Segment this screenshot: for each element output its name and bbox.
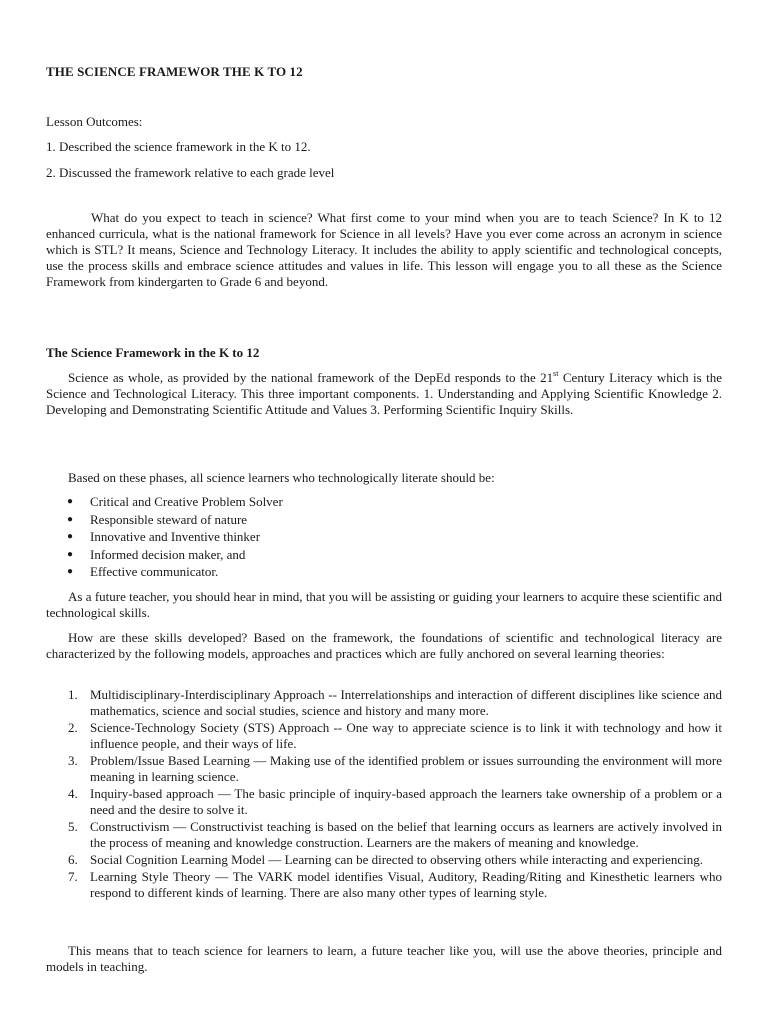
superscript-st: st (553, 369, 559, 378)
outcome-2: 2. Discussed the framework relative to each grade level (46, 165, 335, 180)
list-item: 5. Constructivism — Constructivist teaching is based on the belief that learning occurs as learners are actively involved in the process of meaning and knowledge construction. Learners are the makers of meaning and knowledge. (68, 819, 722, 850)
list-item: ● Effective communicator. (67, 564, 219, 579)
list-item: 2. Science-Technology Society (STS) Approach -- One way to appreciate science is to link it with technology and how it influence people, and their ways of life. (68, 720, 722, 751)
list-item: ● Responsible steward of nature (67, 511, 248, 527)
science-paragraph-part-a: Science as whole, as provided by the national framework of the DepEd responds to the 21 (68, 370, 554, 385)
list-item: ● Informed decision maker, and (67, 546, 246, 562)
list-item: 4. Inquiry-based approach — The basic principle of inquiry-based approach the learners take ownership of a problem or a need and the desire to solve it. (68, 786, 722, 817)
list-item: 1. Multidisciplinary-Interdisciplinary Approach -- Interrelationships and interaction of different disciplines like science and mathematics, science and social studies, science and history and many more. (68, 687, 722, 718)
outcome-1: 1. Described the science framework in the K to 12. (46, 139, 311, 154)
how-developed-paragraph: How are these skills developed? Based on the framework, the foundations of scientific and technological literacy are characterized by the following models, approaches and practices which are fully anchored on several learning theories: (46, 630, 722, 661)
bullet-icon: ● (67, 566, 74, 577)
bullet-icon: ● (67, 513, 74, 525)
list-item: 7. Learning Style Theory — The VARK model identifies Visual, Auditory, Reading/Riting and Kinesthetic learners who respond to different kinds of learning. There are also many other types of learning style. (68, 869, 722, 900)
list-item: 3. Problem/Issue Based Learning — Making use of the identified problem or issues surrounding the environment will more meaning in learning science. (68, 753, 722, 784)
bullet-icon: ● (67, 531, 74, 542)
based-on-paragraph: Based on these phases, all science learners who technologically literate should be: (68, 470, 495, 485)
intro-paragraph: What do you expect to teach in science? What first come to your mind when you are to teach Science? In K to 12 enhanced curricula, what is the national framework for Science in all levels? Have you ever come across an acronym in science which is STL? It means, Science and Technology Literacy. It includes the ability to apply scientific and technological concepts, use the process skills and embrace science attitudes and values in life. This lesson will engage you to all these as the Science Framework from kindergarten to Grade 6 and beyond. (46, 210, 722, 289)
future-teacher-paragraph: As a future teacher, you should hear in mind, that you will be assisting or guiding your learners to acquire these scientific and technological skills. (46, 589, 722, 620)
science-paragraph (46, 370, 722, 418)
list-item: ● Innovative and Inventive thinker (67, 529, 261, 544)
science-paragraph-part-b: Century Literacy which is the Science and Technological Literacy. This three important components. 1. Understanding and Applying Scientific Knowledge 2. Developing and Demonstrating Scientific Attitude and Values 3. Performing Scientific Inquiry Skills. (46, 370, 722, 417)
models-list (46, 687, 722, 902)
list-item: ● Critical and Creative Problem Solver (67, 494, 283, 509)
document-title: THE SCIENCE FRAMEWOR THE K TO 12 (46, 64, 303, 79)
list-item: 6. Social Cognition Learning Model — Learning can be directed to observing others while interacting and experiencing. (68, 852, 703, 867)
bullet-icon: ● (67, 496, 74, 507)
bullet-icon: ● (67, 548, 74, 560)
lesson-outcomes-label: Lesson Outcomes: (46, 114, 143, 129)
closing-paragraph: This means that to teach science for learners to learn, a future teacher like you, will use the above theories, principle and models in teaching. (46, 943, 722, 974)
section-heading: The Science Framework in the K to 12 (46, 345, 260, 360)
bullet-list (46, 493, 283, 581)
